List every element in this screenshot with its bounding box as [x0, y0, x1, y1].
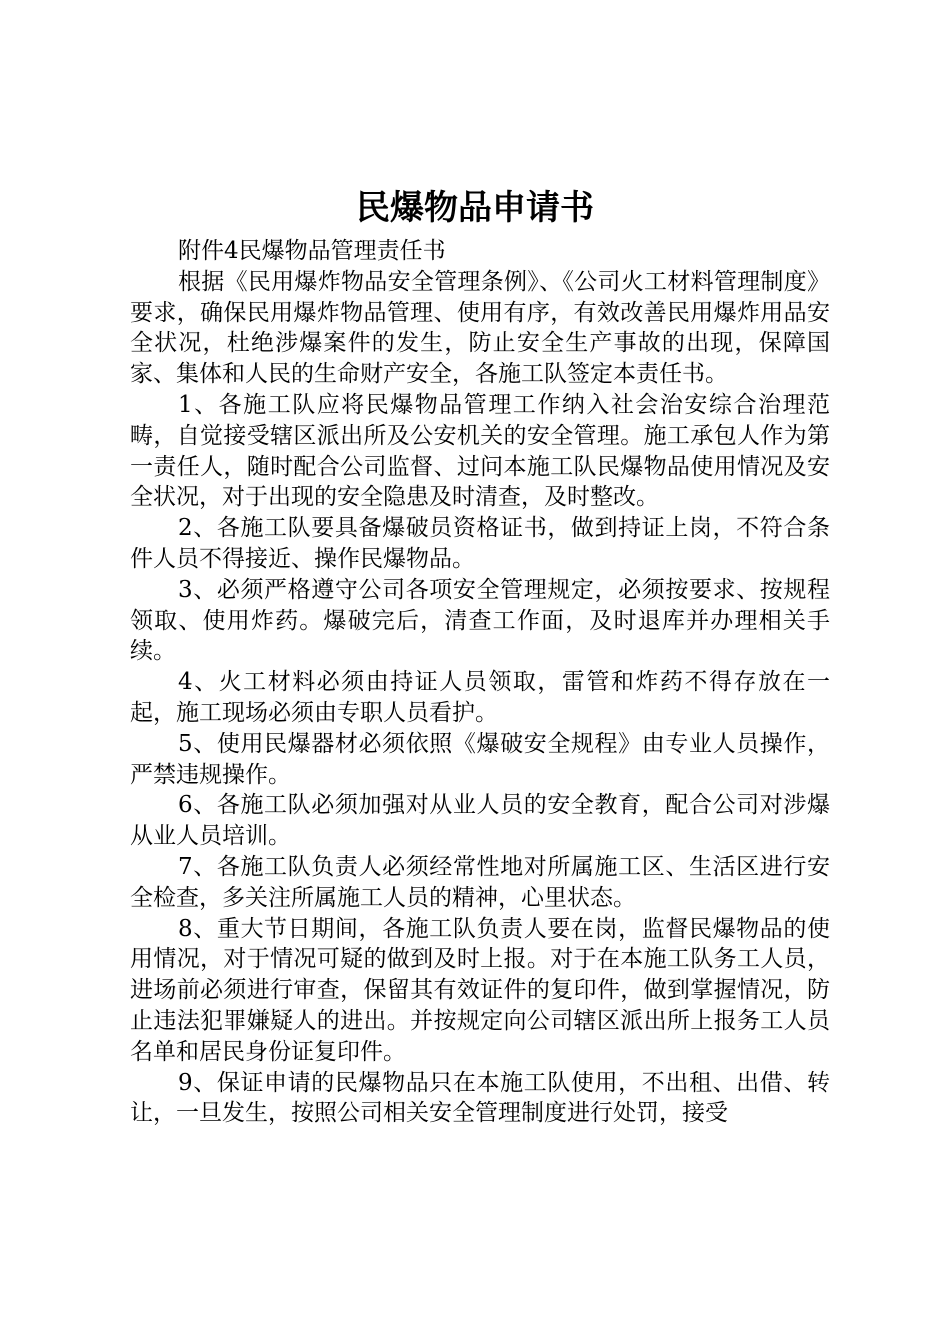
paragraph-item-8: 8、重大节日期间，各施工队负责人要在岗，监督民爆物品的使用情况，对于情况可疑的做到及时上报。对于在本施工队务工人员，进场前必须进行审查，保留其有效证件的复印件，做到掌握情况，防止违法犯罪嫌疑人的进出。并按规定向公司辖区派出所上报务工人员名单和居民身份证复印件。	[130, 915, 830, 1065]
attachment-heading: 附件4民爆物品管理责任书	[178, 238, 446, 264]
paragraph-item-1: 1、各施工队应将民爆物品管理工作纳入社会治安综合治理范畴，自觉接受辖区派出所及公安机关的安全管理。施工承包人作为第一责任人，随时配合公司监督、过问本施工队民爆物品使用情况及安全状况，对于出现的安全隐患及时清查，及时整改。	[130, 391, 830, 511]
paragraph-item-2: 2、各施工队要具备爆破员资格证书，做到持证上岗，不符合条件人员不得接近、操作民爆物品。	[130, 515, 830, 572]
paragraph-item-9: 9、保证申请的民爆物品只在本施工队使用，不出租、出借、转让，一旦发生，按照公司相关安全管理制度进行处罚，接受	[130, 1069, 830, 1127]
document-body	[130, 236, 830, 1129]
paragraph-item-5: 5、使用民爆器材必须依照《爆破安全规程》由专业人员操作，严禁违规操作。	[130, 730, 830, 788]
paragraph-intro: 根据《民用爆炸物品安全管理条例》、《公司火工材料管理制度》要求，确保民用爆炸物品管理、使用有序，有效改善民用爆炸用品安全状况，杜绝涉爆案件的发生，防止安全生产事故的出现，保障国家、集体和人民的生命财产安全，各施工队签定本责任书。	[130, 268, 830, 388]
paragraph-item-3: 3、必须严格遵守公司各项安全管理规定，必须按要求、按规程领取、使用炸药。爆破完后，清查工作面，及时退库并办理相关手续。	[130, 576, 830, 665]
paragraph-item-4: 4、火工材料必须由持证人员领取，雷管和炸药不得存放在一起，施工现场必须由专职人员看护。	[130, 669, 830, 726]
document-title: 民爆物品申请书	[356, 188, 594, 228]
paragraph-item-6: 6、各施工队必须加强对从业人员的安全教育，配合公司对涉爆从业人员培训。	[130, 792, 830, 850]
paragraph-item-7: 7、各施工队负责人必须经常性地对所属施工区、生活区进行安全检查，多关注所属施工人员的精神，心里状态。	[130, 853, 830, 911]
